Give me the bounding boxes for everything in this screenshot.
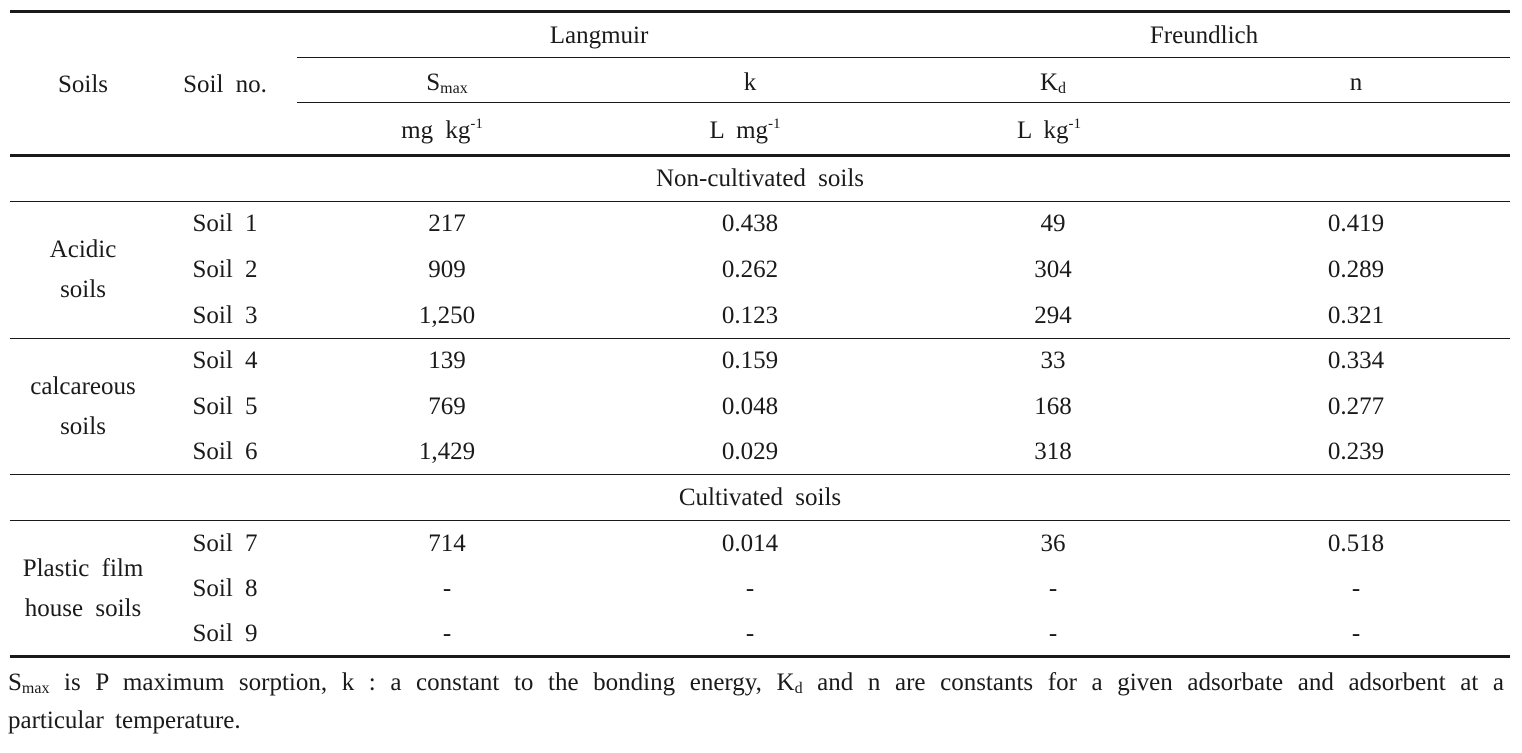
cell-soil-no: Soil 7	[192, 530, 258, 557]
col-group-freundlich: Freundlich	[1149, 22, 1259, 49]
cell-k: 0.159	[721, 347, 779, 374]
cell-n: 0.419	[1327, 210, 1385, 237]
smax-symbol: S	[426, 69, 441, 96]
cell-kd: -	[1048, 575, 1058, 602]
col-header-soil-no: Soil no.	[183, 71, 267, 98]
cell-smax: 217	[428, 210, 466, 237]
unit-kd-base: L kg	[1016, 117, 1069, 144]
cell-n: 0.289	[1327, 256, 1385, 283]
group-name-line: soils	[60, 276, 106, 303]
cell-k: 0.029	[721, 438, 779, 465]
sorption-parameters-table	[10, 0, 1510, 753]
cell-kd: 33	[1040, 347, 1066, 374]
smax-subscript: max	[440, 80, 468, 97]
cell-k: 0.014	[721, 530, 779, 557]
cell-kd: 294	[1034, 302, 1072, 329]
group-name-line: Plastic film	[22, 555, 144, 582]
unit-k-base: L mg	[709, 117, 769, 144]
group-divider	[10, 338, 1510, 339]
kd-symbol: K	[1039, 69, 1059, 96]
kd-subscript: d	[1058, 80, 1067, 97]
table-footnote	[8, 664, 1504, 740]
table-top-rule	[10, 10, 1510, 13]
cell-smax: 769	[428, 393, 466, 420]
group-name	[50, 230, 117, 310]
unit-kd-exponent: -1	[1068, 116, 1082, 132]
cell-smax: -	[442, 620, 452, 647]
section-title: Cultivated soils	[678, 484, 842, 511]
cell-n: -	[1351, 575, 1361, 602]
unit-kd	[1017, 117, 1081, 145]
footnote-kd-subscript: d	[794, 680, 803, 697]
header-bottom-rule	[10, 154, 1510, 157]
col-header-smax	[426, 69, 467, 97]
col-group-langmuir: Langmuir	[549, 22, 649, 49]
cell-kd: 304	[1034, 256, 1072, 283]
cell-soil-no: Soil 4	[192, 347, 258, 374]
cell-kd: -	[1048, 620, 1058, 647]
cell-soil-no: Soil 2	[192, 256, 258, 283]
cell-n: 0.334	[1327, 347, 1385, 374]
table-bottom-rule	[10, 655, 1510, 658]
group-name-line: Acidic	[49, 236, 117, 263]
cell-soil-no: Soil 6	[192, 438, 258, 465]
cell-soil-no: Soil 5	[192, 393, 258, 420]
cell-smax: 1,429	[418, 438, 476, 465]
col-header-soils: Soils	[57, 71, 109, 98]
cell-k: 0.123	[721, 302, 779, 329]
cell-smax: 909	[428, 256, 466, 283]
cell-soil-no: Soil 3	[192, 302, 258, 329]
col-header-kd	[1040, 69, 1066, 97]
cell-k: 0.438	[721, 210, 779, 237]
cell-kd: 36	[1040, 530, 1066, 557]
unit-k-exponent: -1	[768, 116, 781, 132]
unit-smax	[401, 117, 483, 145]
cell-soil-no: Soil 9	[192, 620, 258, 647]
group-name-line: calcareous	[30, 373, 136, 400]
cell-kd: 318	[1034, 438, 1072, 465]
cell-smax: 1,250	[418, 302, 476, 329]
cell-k: 0.048	[721, 393, 779, 420]
cell-n: -	[1351, 620, 1361, 647]
cell-n: 0.518	[1327, 530, 1385, 557]
unit-k	[709, 117, 780, 145]
unit-smax-base: mg kg	[401, 117, 471, 144]
cell-n: 0.239	[1327, 438, 1385, 465]
section-divider	[10, 520, 1510, 521]
cell-smax: 714	[428, 530, 466, 557]
section-divider	[10, 474, 1510, 475]
footnote-smax-symbol: S	[8, 669, 22, 696]
group-name	[30, 367, 135, 447]
cell-kd: 168	[1034, 393, 1072, 420]
section-title: Non-cultivated soils	[655, 165, 865, 192]
group-header-rule	[297, 57, 1510, 58]
group-name	[23, 549, 144, 629]
footnote-text: and n are constants for a given adsorbate and adsorbent at a particular temperature.	[8, 669, 1504, 734]
footnote-text: is P maximum sorption, k : a constant to the bonding energy, K	[49, 669, 795, 696]
group-name-line: house soils	[24, 595, 142, 622]
cell-kd: 49	[1040, 210, 1066, 237]
cell-k: -	[745, 620, 755, 647]
cell-smax: 139	[428, 347, 466, 374]
cell-k: -	[745, 575, 755, 602]
cell-soil-no: Soil 1	[192, 210, 258, 237]
unit-smax-exponent: -1	[470, 116, 483, 132]
group-name-line: soils	[60, 413, 106, 440]
cell-soil-no: Soil 8	[192, 575, 258, 602]
cell-n: 0.321	[1327, 302, 1385, 329]
footnote-smax-subscript: max	[21, 680, 50, 697]
col-header-n: n	[1349, 69, 1363, 96]
section-divider	[10, 201, 1510, 202]
cell-n: 0.277	[1327, 393, 1385, 420]
cell-k: 0.262	[721, 256, 779, 283]
cell-smax: -	[442, 575, 452, 602]
col-header-k: k	[743, 69, 757, 96]
param-header-rule	[297, 102, 1510, 103]
